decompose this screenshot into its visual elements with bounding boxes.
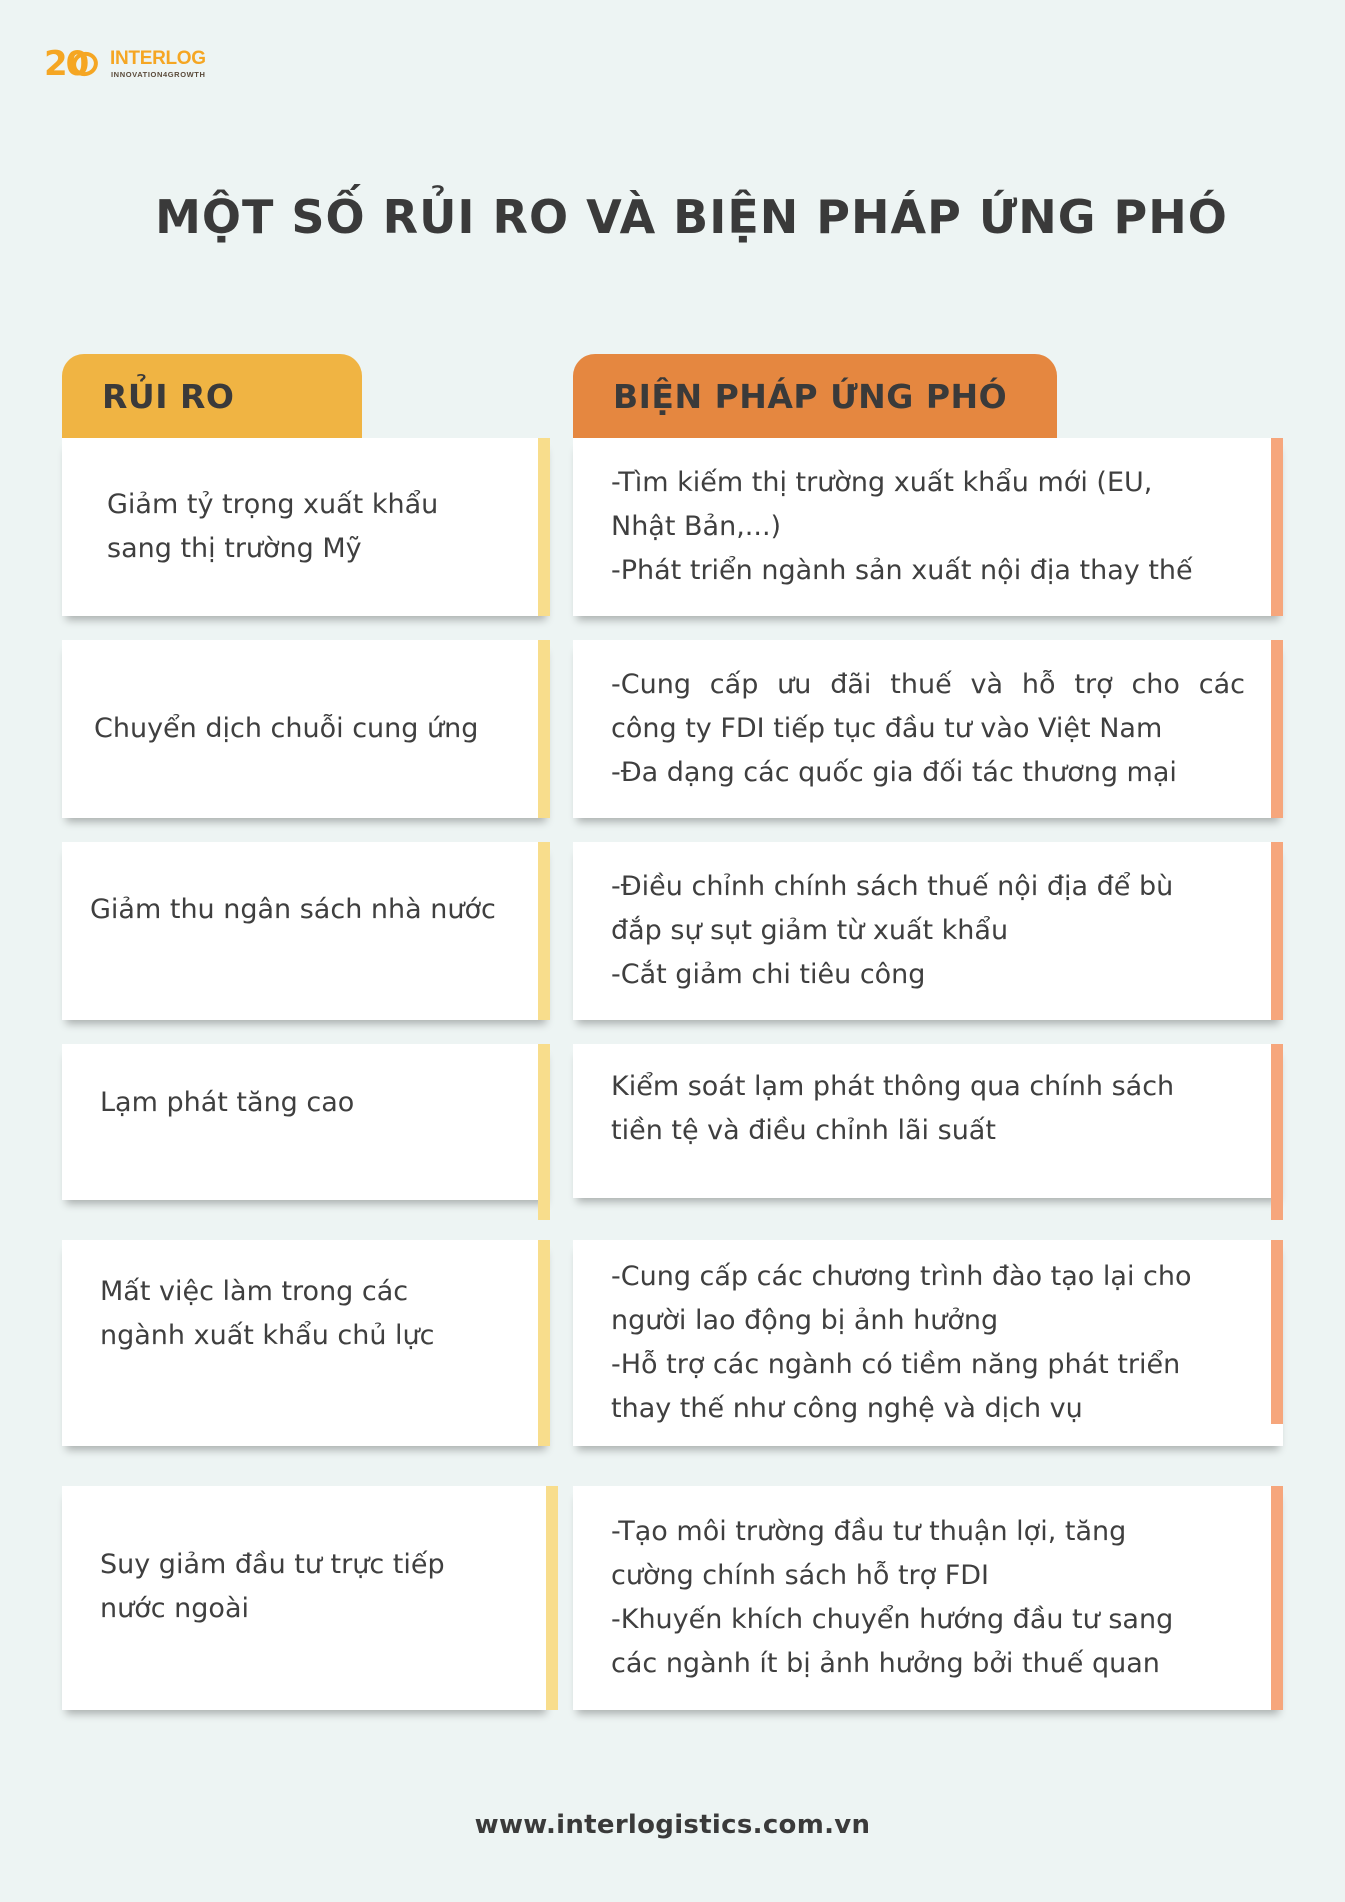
page-title: MỘT SỐ RỦI RO VÀ BIỆN PHÁP ỨNG PHÓ — [155, 190, 1228, 244]
response-line: đắp sự sụt giảm từ xuất khẩu — [611, 915, 1009, 946]
logo-name: INTERLOG — [110, 48, 206, 69]
response-line: Nhật Bản,...) — [611, 511, 782, 542]
risk-line: sang thị trường Mỹ — [107, 533, 362, 564]
risk-accent-bar — [538, 842, 550, 1020]
response-text-6 — [611, 1510, 1245, 1686]
response-line: -Tạo môi trường đầu tư thuận lợi, tăng — [611, 1516, 1127, 1547]
risk-accent-bar — [538, 1044, 550, 1220]
response-text-4 — [611, 1065, 1245, 1153]
risk-text-3 — [90, 888, 520, 932]
risk-line: Mất việc làm trong các — [100, 1276, 409, 1308]
response-card-6 — [573, 1486, 1283, 1710]
response-accent-bar — [1271, 1240, 1283, 1424]
risk-text-2 — [94, 707, 520, 751]
risk-accent-bar — [538, 1240, 550, 1446]
risk-card-3 — [62, 842, 550, 1020]
response-line: thay thế như công nghệ và dịch vụ — [611, 1393, 1083, 1424]
response-line: các ngành ít bị ảnh hưởng bởi thuế quan — [611, 1648, 1160, 1679]
response-line: -Cung cấp ưu đãi thuế và hỗ trợ cho các — [611, 669, 1245, 700]
risk-text-5 — [100, 1270, 520, 1358]
risk-line: nước ngoài — [100, 1592, 249, 1624]
risk-text-1 — [107, 483, 520, 571]
response-card-5 — [573, 1240, 1283, 1446]
response-line: -Khuyến khích chuyển hướng đầu tư sang — [611, 1604, 1174, 1635]
logo-tagline: INNOVATION4GROWTH — [111, 70, 206, 79]
response-line: tiền tệ và điều chỉnh lãi suất — [611, 1114, 996, 1146]
website-footer: www.interlogistics.com.vn — [474, 1810, 871, 1840]
risk-accent-bar — [538, 640, 550, 818]
response-card-4 — [573, 1044, 1283, 1198]
risk-accent-bar — [546, 1486, 558, 1710]
response-line: -Điều chỉnh chính sách thuế nội địa để bù — [611, 871, 1174, 902]
response-line: -Cắt giảm chi tiêu công — [611, 959, 926, 990]
response-line: -Cung cấp các chương trình đào tạo lại cho — [611, 1261, 1192, 1292]
response-line: -Hỗ trợ các ngành có tiềm năng phát triển — [611, 1349, 1181, 1380]
risk-text-4 — [100, 1081, 520, 1125]
response-line: công ty FDI tiếp tục đầu tư vào Việt Nam — [611, 713, 1163, 744]
response-card-2 — [573, 640, 1283, 818]
response-accent-bar — [1271, 438, 1283, 616]
risk-card-5 — [62, 1240, 550, 1446]
risk-card-4 — [62, 1044, 550, 1200]
response-text-2 — [611, 663, 1245, 795]
response-line: cường chính sách hỗ trợ FDI — [611, 1560, 990, 1591]
response-text-3 — [611, 865, 1245, 997]
response-accent-bar — [1271, 842, 1283, 1020]
interlog-logo — [44, 44, 234, 84]
response-text-1 — [611, 461, 1245, 593]
response-line: -Tìm kiếm thị trường xuất khẩu mới (EU, — [611, 467, 1153, 498]
response-card-3 — [573, 842, 1283, 1020]
response-card-1 — [573, 438, 1283, 616]
risk-text-6 — [100, 1543, 520, 1631]
response-line: Kiểm soát lạm phát thông qua chính sách — [611, 1070, 1175, 1102]
response-line: -Phát triển ngành sản xuất nội địa thay thế — [611, 555, 1193, 586]
response-text-5 — [611, 1255, 1245, 1431]
risk-line: Giảm thu ngân sách nhà nước — [90, 893, 496, 925]
response-accent-bar — [1271, 640, 1283, 818]
risk-accent-bar — [538, 438, 550, 616]
response-column-header: BIỆN PHÁP ỨNG PHÓ — [573, 354, 1057, 438]
risk-line: Lạm phát tăng cao — [100, 1087, 355, 1119]
risk-card-1 — [62, 438, 550, 616]
response-accent-bar — [1271, 1486, 1283, 1710]
risk-line: ngành xuất khẩu chủ lực — [100, 1320, 435, 1352]
risk-line: Chuyển dịch chuỗi cung ứng — [94, 713, 479, 744]
risk-card-2 — [62, 640, 550, 818]
response-line: -Đa dạng các quốc gia đối tác thương mại — [611, 757, 1177, 788]
risk-card-6 — [62, 1486, 550, 1710]
response-accent-bar — [1271, 1044, 1283, 1220]
risk-column-header: RỦI RO — [62, 354, 362, 438]
risk-line: Giảm tỷ trọng xuất khẩu — [107, 489, 439, 520]
response-line: người lao động bị ảnh hưởng — [611, 1305, 999, 1336]
risk-line: Suy giảm đầu tư trực tiếp — [100, 1548, 445, 1580]
logo-anniversary-number: 20 — [44, 44, 88, 84]
